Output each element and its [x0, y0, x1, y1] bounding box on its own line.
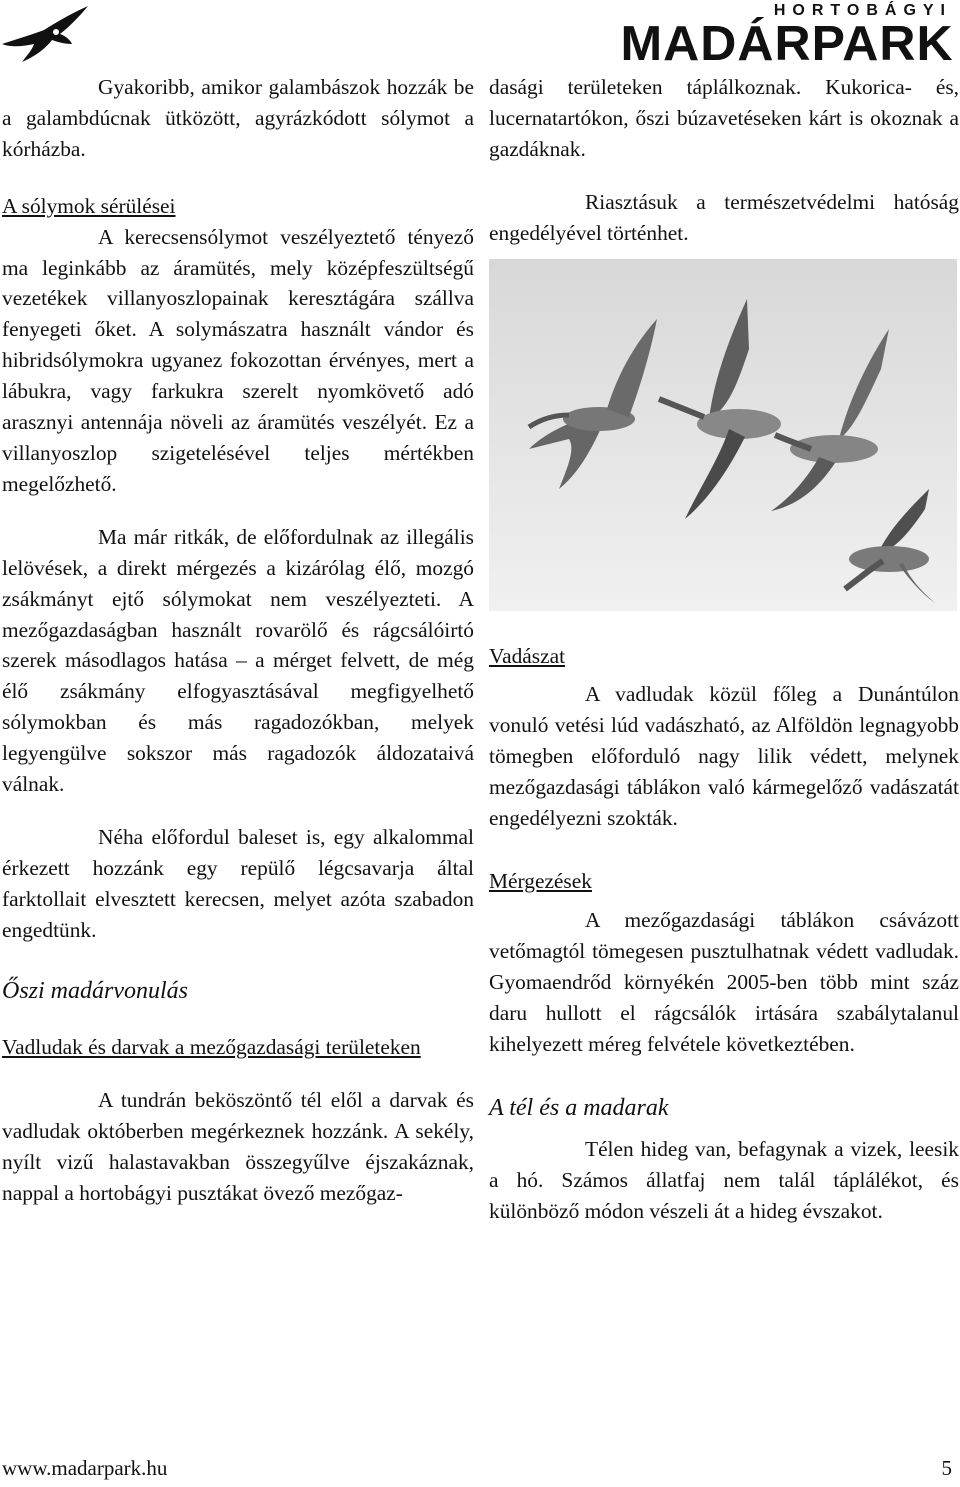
- paragraph: Néha előfordul baleset is, egy alkalommal érkezett hozzánk egy repülő légcsavarja által farktollait elvesztett kerecsen, melyet azóta szabadon engedtünk.: [2, 824, 474, 942]
- paragraph: A tundrán beköszöntő tél elől a darvak és vadludak októberben megérkeznek hozzánk. A sekély, nyílt vizű halastavakban összegyűlve éjszakáznak, nappal a hortobágyi pusztákat övező mezőgaz-: [2, 1088, 474, 1206]
- chapter-heading: Őszi madárvonulás: [2, 977, 189, 1004]
- paragraph: Gyakoribb, amikor galambászok hozzák be a galambdúcnak ütközött, agyrázkódott sólymot a kórházba.: [2, 75, 474, 161]
- paragraph: A kerecsensólymot veszélyeztető tényező ma leginkább az áramütés, mely középfeszültségű vezetékek villanyoszlopainak keresztágára szállva fenyegeti őket. A solymászatra használt vándor és hibridsólymokra ugyanez fokozottan érvényes, mert a lábukra, vagy farkukra szerelt nyomkövető adó arasznyi antennája növeli az áramütés veszélyét. Ez a villanyoszlop szigetelésével teljes mértékben megelőzhető.: [2, 224, 474, 496]
- right-column: [489, 72, 959, 1227]
- paragraph: A vadludak közül főleg a Dunántúlon vonuló vetési lúd vadászható, az Alföldön legnagyobb tömegben előforduló nagy lilik védett, melynek mezőgazdasági táblákon való kármegelőző vadászatát engedélyezni szokták.: [489, 682, 959, 831]
- flying-geese-photo: [489, 259, 957, 611]
- paragraph: Télen hideg van, befagynak a vizek, leesik a hó. Számos állatfaj nem talál táplálékot, és különböző módon vészeli át a hideg évszakot.: [489, 1137, 959, 1224]
- left-column: [2, 72, 474, 1209]
- section-heading: Vadludak és darvak a mezőgazdasági területeken: [2, 1035, 421, 1060]
- page-number: 5: [941, 1456, 952, 1480]
- brand-title: MADÁRPARK: [620, 17, 954, 71]
- brand-subtitle: HORTOBÁGYI: [773, 2, 952, 19]
- paragraph: dasági területeken táplálkoznak. Kukorica- és, lucernatartókon, őszi búzavetéseken kárt is okoznak a gazdáknak.: [489, 75, 959, 161]
- paragraph: A mezőgazdasági táblákon csávázott vetőmagtól tömegesen pusztulhatnak védett vadludak. Gyomaendrőd környékén 2005-ben több mint száz daru hullott el rágcsálók irtására szabálytalanul kihelyezett méreg felvétele következtében.: [489, 907, 959, 1056]
- section-heading: Mérgezések: [489, 868, 592, 893]
- paragraph: Riasztásuk a természetvédelmi hatóság engedélyével történhet.: [489, 189, 959, 245]
- section-heading: A sólymok sérülései: [2, 193, 176, 218]
- eagle-logo-icon: [0, 4, 92, 66]
- chapter-heading: A tél és a madarak: [489, 1095, 669, 1122]
- section-heading: Vadászat: [489, 643, 566, 668]
- footer-url[interactable]: www.madarpark.hu: [2, 1456, 168, 1480]
- paragraph: Ma már ritkák, de előfordulnak az illegális lelövések, a direkt mérgezés a kizárólag élő, mozgó zsákmányt ejtő sólymokat nem veszélyezteti. A mezőgazdaságban használt rovarölő és rágcsálóirtó szerek másodlagos hatása – a mérget felvett, de még élő zsákmány elfogyasztásával megfigyelhető sólymokban és más ragadozókban, melyek legyengülve sokszor más ragadozók áldozataivá válnak.: [2, 524, 474, 797]
